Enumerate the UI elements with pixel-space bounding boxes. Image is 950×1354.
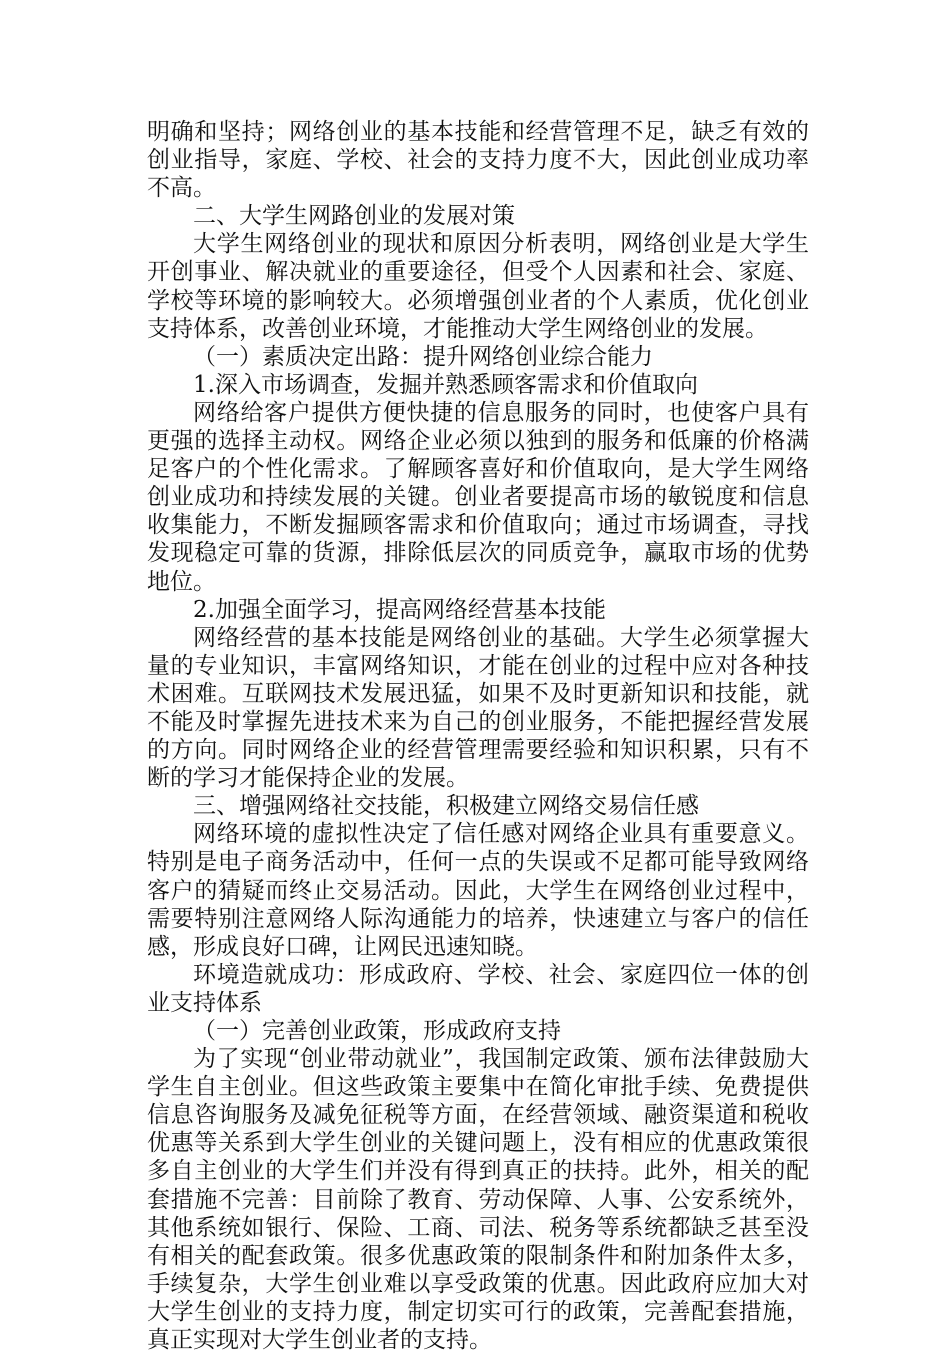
section-heading-2: 二、大学生网路创业的发展对策: [193, 203, 515, 230]
section-heading-3: 三、增强网络社交技能，积极建立网络交易信任感: [193, 793, 699, 820]
paragraph-skills: 网络经营的基本技能是网络创业的基础。大学生必须掌握大量的专业知识，丰富网络知识，才能在创业的过程中应对各种技术困难。互联网技术发展迅猛，如果不及时更新知识和技能，就不能及时掌握先进技术来为自己的创业服务，不能把握经营发展的方向。同时网络企业的经营管理需要经验和知识积累，只有不断的学习才能保持企业的发展。: [147, 624, 809, 792]
paragraph-continuation: 明确和坚持；网络创业的基本技能和经营管理不足，缺乏有效的创业指导，家庭、学校、社会的支持力度不大，因此创业成功率不高。: [147, 119, 809, 202]
subsection-heading-policy: （一）完善创业政策，形成政府支持: [193, 1018, 561, 1044]
paragraph-policy: 为了实现“创业带动就业”，我国制定政策、颁布法律鼓励大学生自主创业。但这些政策主要集中在简化审批手续、免费提供信息咨询服务及减免征税等方面，在经营领域、融资渠道和税收优惠等关系到大学生创业的关键问题上，没有相应的优惠政策很多自主创业的大学生们并没有得到真正的扶持。此外，相关的配套措施不完善：目前除了教育、劳动保障、人事、公安系统外，其他系统如银行、保险、工商、司法、税务等系统都缺乏甚至没有相关的配套政策。很多优惠政策的限制条件和附加条件太多，手续复杂，大学生创业难以享受政策的优惠。因此政府应加大对大学生创业的支持力度，制定切实可行的政策，完善配套措施，真正实现对大学生创业者的支持。: [147, 1046, 809, 1354]
paragraph-intro: 大学生网络创业的现状和原因分析表明，网络创业是大学生开创事业、解决就业的重要途径，但受个人因素和社会、家庭、学校等环境的影响较大。必须增强创业者的个人素质，优化创业支持体系，改善创业环境，才能推动大学生网络创业的发展。: [147, 231, 809, 342]
point-heading-1: 1.深入市场调查，发掘并熟悉顾客需求和价值取向: [193, 371, 698, 398]
section-heading-environment: 环境造就成功：形成政府、学校、社会、家庭四位一体的创业支持体系: [147, 961, 809, 1016]
document-body: [147, 118, 809, 1354]
paragraph-trust: 网络环境的虚拟性决定了信任感对网络企业具有重要意义。特别是电子商务活动中，任何一点的失误或不足都可能导致网络客户的猜疑而终止交易活动。因此，大学生在网络创业过程中，需要特别注意网络人际沟通能力的培养，快速建立与客户的信任感，形成良好口碑，让网民迅速知晓。: [147, 821, 809, 960]
point-heading-2: 2.加强全面学习，提高网络经营基本技能: [193, 596, 606, 623]
subsection-heading-1: （一）素质决定出路：提升网络创业综合能力: [193, 343, 653, 370]
paragraph-market: 网络给客户提供方便快捷的信息服务的同时，也使客户具有更强的选择主动权。网络企业必须以独到的服务和低廉的价格满足客户的个性化需求。了解顾客喜好和价值取向，是大学生网络创业成功和持续发展的关键。创业者要提高市场的敏锐度和信息收集能力，不断发掘顾客需求和价值取向；通过市场调查，寻找发现稳定可靠的货源，排除低层次的同质竞争，赢取市场的优势地位。: [147, 399, 809, 595]
